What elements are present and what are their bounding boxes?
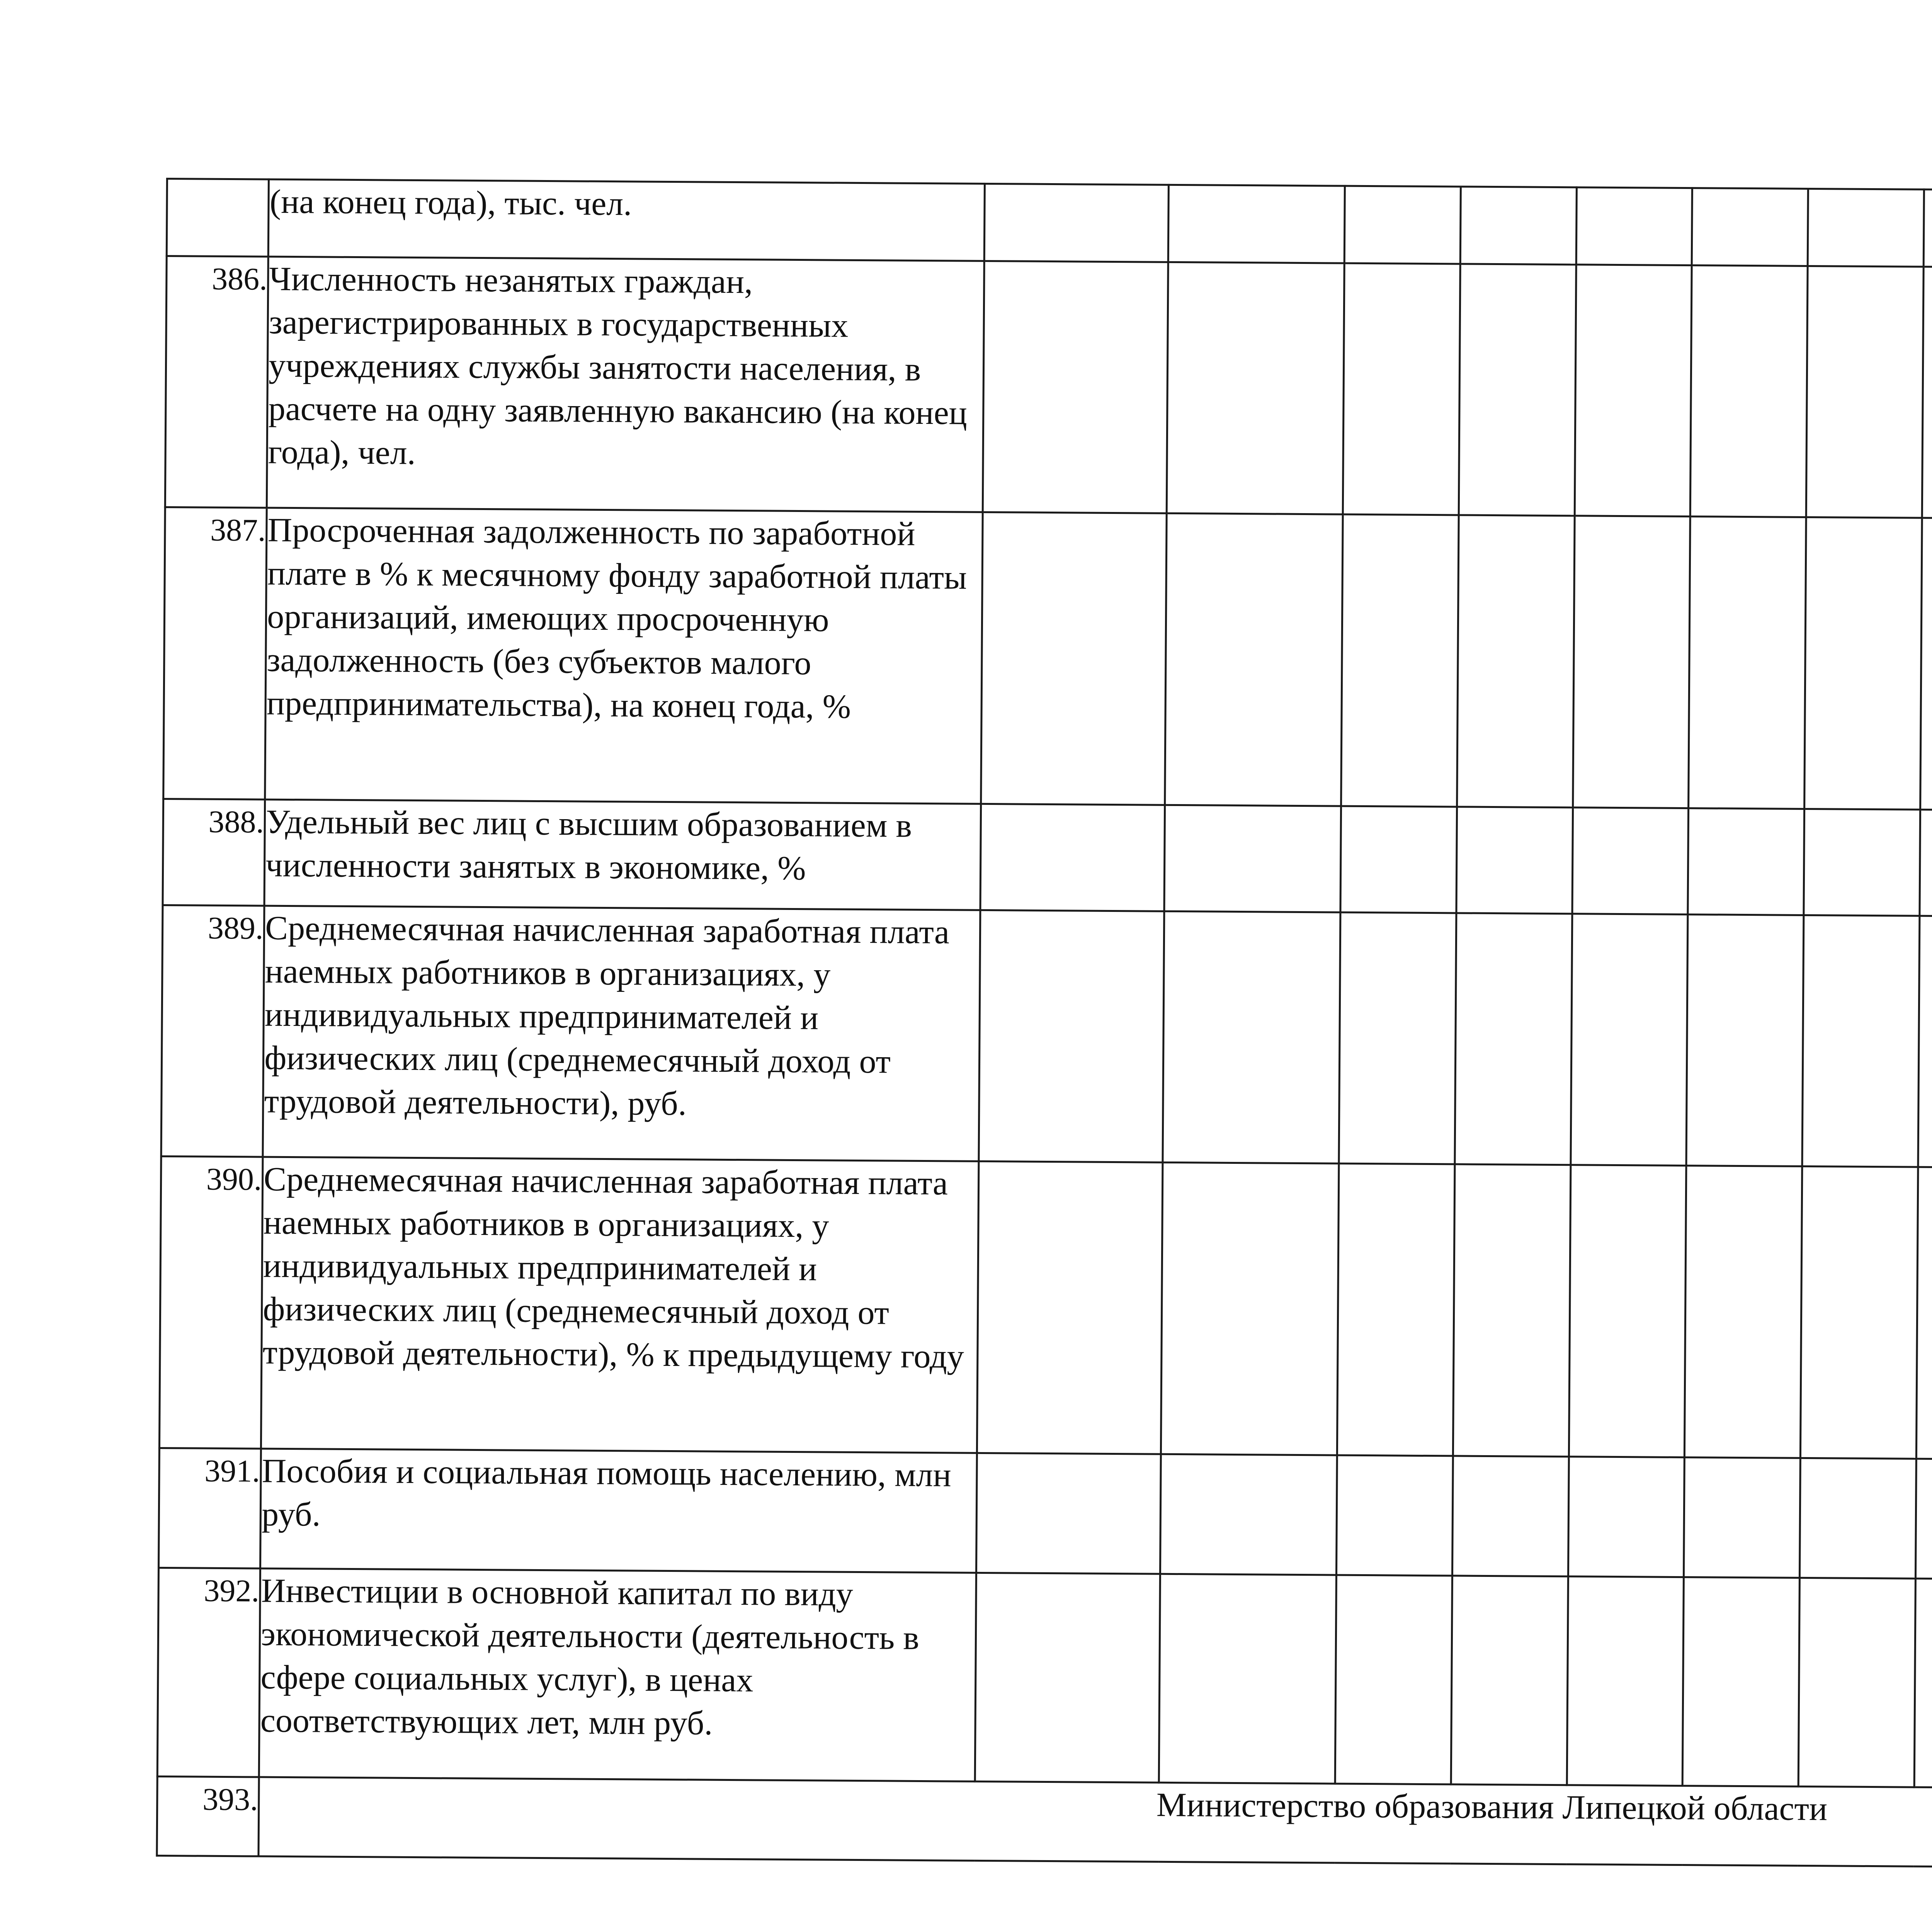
value-cell [1460,187,1577,265]
value-cell [1339,912,1456,1164]
value-cell [1920,810,1932,917]
value-cell [1567,1577,1684,1786]
value-cell [1922,267,1932,519]
value-cell [985,184,1169,262]
value-cell [1456,807,1573,914]
value-cell [1684,1458,1801,1578]
table-row [165,256,1932,523]
value-cell [1576,187,1692,265]
value-cell [977,1161,1163,1454]
value-cell [1161,1162,1339,1455]
value-cell [1459,264,1576,516]
value-cell [1804,517,1922,810]
row-number: 390. [159,1156,263,1449]
table-row [157,1568,1932,1792]
indicators-table [156,178,1932,1872]
value-cell [980,804,1165,911]
indicator-name: Среднемесячная начисленная заработная плата наемных работников в организациях, у индивидуальных предпринимателей и физических лиц (среднемесячный доход от трудовой деятельности), руб. [263,906,980,1161]
value-cell [1685,1166,1802,1458]
indicator-name: (на конец года), тыс. чел. [269,179,985,261]
indicator-name: Удельный вес лиц с высшим образованием в численности занятых в экономике, % [264,799,981,910]
value-cell [1923,189,1932,267]
row-number: 389. [161,905,264,1157]
value-cell [1167,262,1345,514]
value-cell [1682,1577,1799,1787]
value-cell [1689,517,1806,809]
value-cell [1808,189,1924,267]
section-title: Министерство образования Липецкой области [259,1777,1932,1871]
value-cell [1573,516,1690,808]
table-row [163,799,1932,921]
value-cell [1343,263,1460,515]
table-row [159,1448,1932,1583]
indicator-name: Среднемесячная начисленная заработная плата наемных работников в организациях, у индивидуальных предпринимателей и физических лиц (среднемесячный доход от трудовой деятельности), % к предыдущему году [261,1157,979,1453]
value-cell [983,261,1168,513]
value-cell [1575,265,1692,517]
row-number: 393. [157,1776,259,1856]
value-cell [1798,1578,1915,1787]
indicator-name: Пособия и социальная помощь населению, млн руб. [260,1449,977,1573]
section-header-row [157,1776,1932,1871]
value-cell [1455,913,1572,1165]
value-cell [1164,805,1341,912]
row-number [167,179,269,257]
value-cell [1688,808,1804,915]
value-cell [1804,809,1920,916]
value-cell [1692,188,1808,266]
value-cell [1569,1165,1686,1458]
row-number: 388. [163,799,265,906]
value-cell [976,1453,1161,1574]
value-cell [975,1573,1160,1782]
value-cell [1916,1167,1932,1459]
indicator-name: Просроченная задолженность по заработной плате в % к месячному фонду заработной платы организаций, имеющих просроченную задолженность (без субъектов малого предпринимательства), на конец года, % [265,508,983,804]
value-cell [1337,1163,1454,1456]
value-cell [1915,1459,1932,1579]
value-cell [1451,1576,1568,1785]
row-number: 386. [165,256,268,508]
table-body [157,179,1932,1872]
row-number: 387. [163,507,267,799]
value-cell [1568,1457,1685,1577]
value-cell [1690,265,1808,517]
value-cell [1168,185,1345,263]
indicator-name: Инвестиции в основной капитал по виду экономической деятельности (деятельность в сфере социальных услуг), в ценах соответствующих лет, млн руб. [259,1568,976,1781]
value-cell [1572,808,1688,915]
value-cell [1344,186,1461,264]
value-cell [1159,1574,1337,1784]
value-cell [1806,266,1923,518]
value-cell [1335,1575,1452,1784]
value-cell [1686,915,1804,1167]
row-number: 391. [159,1448,261,1568]
value-cell [1340,806,1457,913]
value-cell [1920,518,1932,810]
document-sheet [156,178,1932,1872]
table-row [161,905,1932,1172]
value-cell [979,910,1164,1162]
row-number: 392. [157,1568,260,1777]
value-cell [1453,1164,1570,1457]
value-cell [1160,1454,1337,1575]
table-row [159,1156,1932,1464]
value-cell [981,512,1167,805]
value-cell [1163,911,1340,1163]
value-cell [1914,1578,1932,1788]
value-cell [1452,1456,1569,1577]
value-cell [1341,514,1459,807]
value-cell [1800,1166,1918,1459]
indicator-name: Численность незанятых граждан, зарегистрированных в государственных учреждениях службы занятости населения, в расчете на одну заявленную вакансию (на конец года), чел. [267,257,985,512]
value-cell [1337,1455,1453,1576]
value-cell [1799,1458,1916,1578]
table-row [163,507,1932,815]
value-cell [1570,914,1688,1166]
value-cell [1457,515,1574,808]
value-cell [1802,915,1920,1167]
value-cell [1918,916,1932,1168]
value-cell [1165,513,1343,806]
